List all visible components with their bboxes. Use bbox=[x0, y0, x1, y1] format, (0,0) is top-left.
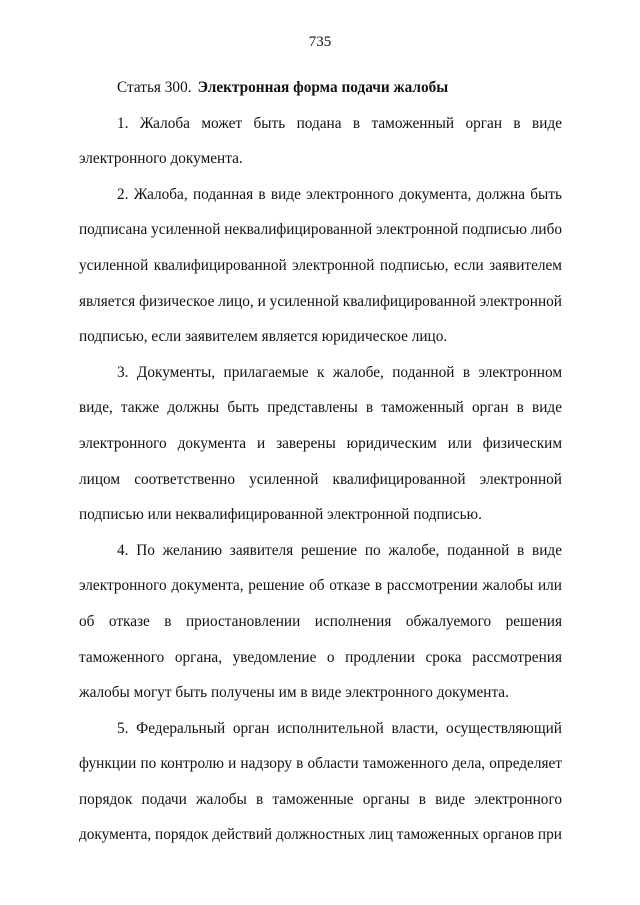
article-title: Электронная форма подачи жалобы bbox=[197, 79, 449, 96]
paragraph-5: 5. Федеральный орган исполнительной власти, осуществляющий функции по контролю и надзору в области таможенного дела, определяет порядок подачи жалобы в таможенные органы в виде электронного документа, порядок действий должностных лиц таможенных органов при bbox=[79, 719, 562, 844]
paragraph-4: 4. По желанию заявителя решение по жалобе, поданной в виде электронного документа, решение об отказе в рассмотрении жалобы или об отказе в приостановлении исполнения обжалуемого решения таможенного органа, уведомление о продлении срока рассмотрения жалобы могут быть получены им в виде электронного документа. bbox=[79, 541, 562, 702]
article-heading bbox=[79, 70, 562, 106]
paragraph-1: 1. Жалоба может быть подана в таможенный орган в виде электронного документа. bbox=[79, 114, 562, 168]
document-body bbox=[79, 70, 562, 853]
page-number: 735 bbox=[308, 34, 332, 50]
paragraph-3: 3. Документы, прилагаемые к жалобе, поданной в электронном виде, также должны быть представлены в таможенный орган в виде электронного документа и заверены юридическим или физическим лицом соответственно усиленной квалифицированной электронной подписью или неквалифицированной электронной подписью. bbox=[79, 363, 562, 524]
article-number: Статья 300. bbox=[117, 79, 192, 96]
paragraph-2: 2. Жалоба, поданная в виде электронного документа, должна быть подписана усиленной неквалифицированной электронной подписью либо усиленной квалифицированной электронной подписью, если заявителем является физическое лицо, и усиленной квалифицированной электронной подписью, если заявителем является юридическое лицо. bbox=[79, 185, 562, 346]
